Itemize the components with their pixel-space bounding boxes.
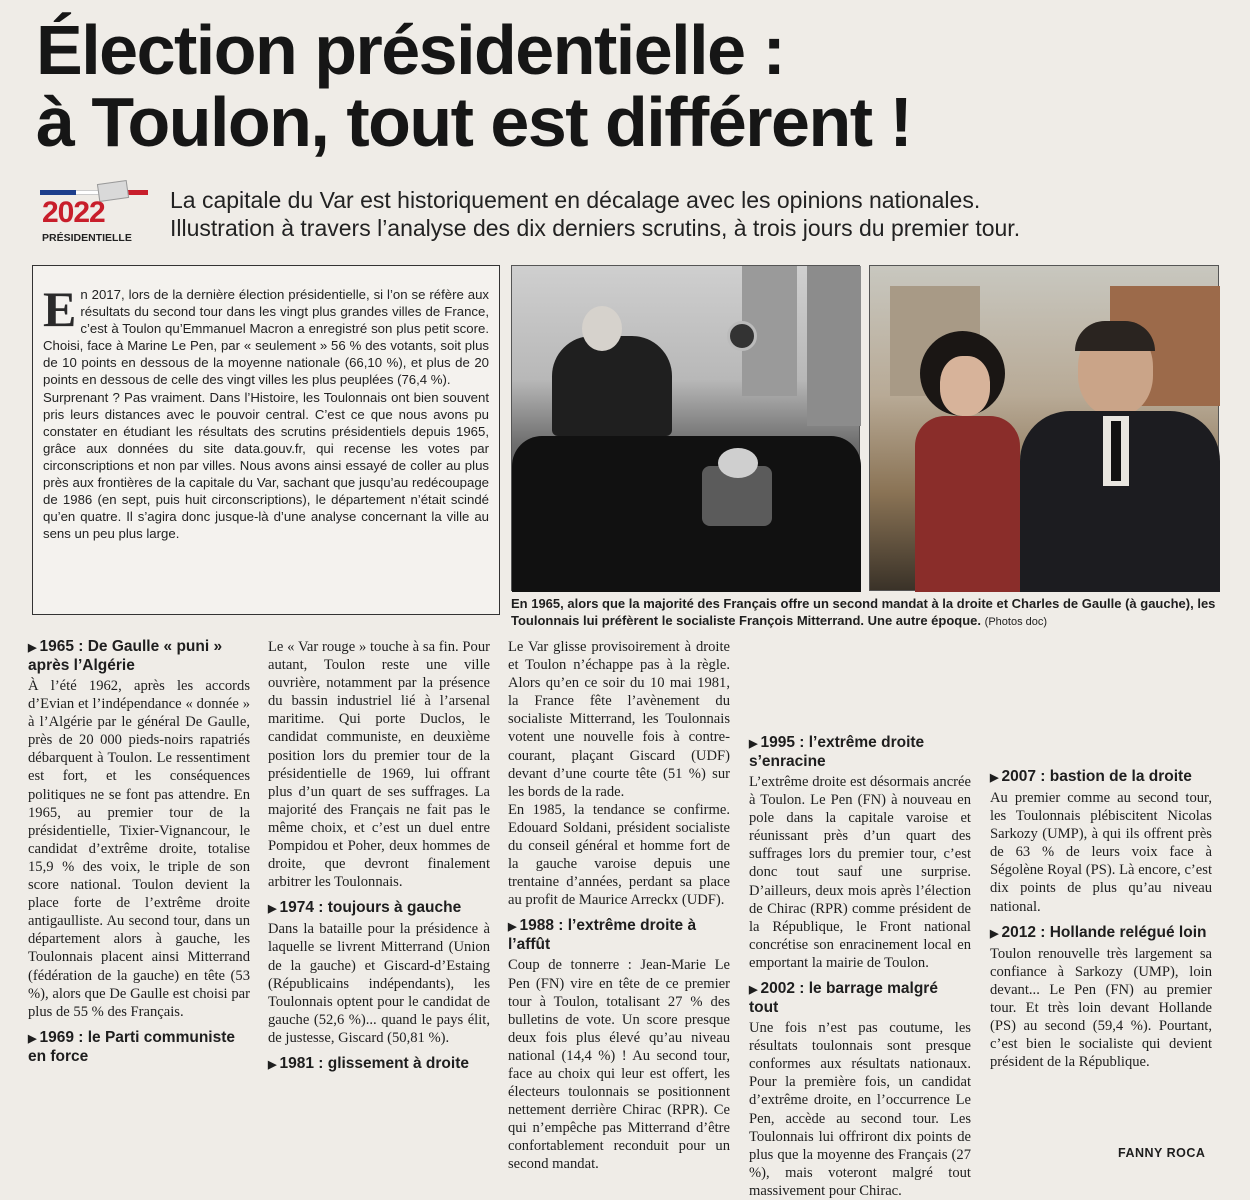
flag-blue-stripe xyxy=(40,190,76,195)
triangle-bullet-icon: ▶ xyxy=(28,1032,37,1045)
election-2022-badge xyxy=(40,190,152,246)
badge-year: 2022 xyxy=(42,196,105,229)
triangle-bullet-icon: ▶ xyxy=(268,1058,277,1071)
de-gaulle-face xyxy=(582,306,622,351)
column-2 xyxy=(268,638,490,1076)
author-signature: FANNY ROCA xyxy=(1118,1146,1206,1160)
section-title-1988 xyxy=(508,917,730,954)
section-text-1965: À l’été 1962, après les accords d’Evian et l’indépendance « donnée » à l’Algérie par le général De Gaulle, près de 20 000 pieds-noirs rapatriés débarquent à Toulon. Le ressentiment est fort, et les conséquences politiques ne se font pas attendre. En 1965, au premier tour de la présidentielle, Tixier-Vignancour, le candidat d’extrême droite, totalise 15,9 % des voix, le triple de son score national. Toulon devient la place forte de l’extrême droite antigaulliste. Au second tour, dans un département alors à gauche, les Toulonnais placent ainsi Mitterrand (fédération de la gauche) en tête (53 %), alors que De Gaulle est choisi par plus de 55 % des Français. xyxy=(28,678,250,1020)
section-title-1995-text: 1995 : l’extrême droite s’enracine xyxy=(749,734,925,770)
section-text-1981-b: En 1985, la tendance se confirme. Edouard Soldani, président socialiste du conseil général et homme fort de la gauche varoise depuis une trentaine d’années, perdant sa place au profit de Maurice Arreckx (UDF). xyxy=(508,801,730,909)
driver-face xyxy=(718,448,758,478)
headline-line-1: Élection présidentielle : xyxy=(36,11,785,89)
section-text-2007: Au premier comme au second tour, les Toulonnais plébiscitent Nicolas Sarkozy (UMP), à qui ils offrent près de 63 % de leurs voix face à Ségolène Royal (PS). Là encore, c’est dix points de plus qu’au niveau national. xyxy=(990,790,1212,915)
section-title-2012-text: 2012 : Hollande relégué loin xyxy=(1001,923,1207,941)
intro-paragraph-2: Surprenant ? Pas vraiment. Dans l’Histoire, les Toulonnais ont bien souvent pris leurs distances avec le pouvoir central. C’est ce que nous avons pu constater en étudiant les résultats des scrutins présidentiels depuis 1965, grâce aux données du site data.gouv.fr, qui recense les votes par circonscriptions et non par villes. Nous avons ainsi essayé de coller au plus près aux frontières de la capitale du Var, sachant que jusqu’au redécoupage de 1986 (en sept, puis huit circonscriptions), le département n’était scindé qu’en quatre. Il s’agira donc jusque-là d’une analyse concernant la ville au sens un peu plus large. xyxy=(43,389,489,542)
section-text-1981: Le Var glisse provisoirement à droite et Toulon n’échappe pas à la règle. Alors qu’en ce soir du 10 mai 1981, la France fête l’avènement du socialiste Mitterrand, les Toulonnais votent une nouvelle fois à contre-courant, plaçant Giscard (UDF) devant d’une courte tête (51 %) sur les bords de la rade. xyxy=(508,639,730,800)
subtitle xyxy=(170,186,1240,242)
badge-label: PRÉSIDENTIELLE xyxy=(42,232,132,244)
section-title-2002 xyxy=(749,980,971,1017)
woman-face xyxy=(940,356,990,416)
section-title-2012 xyxy=(990,924,1212,943)
de-gaulle-figure xyxy=(552,336,672,436)
section-title-1974-text: 1974 : toujours à gauche xyxy=(279,899,462,917)
section-text-1974: Dans la bataille pour la présidence à laquelle se livrent Mitterrand (Union de la gauche) et Giscard-d’Estaing (Républicains indépendants), les Toulonnais optent pour le candidat de gauche (52,6 %)... quand le pays élit, de justesse, Giscard (50,81 %). xyxy=(268,921,490,1046)
triangle-bullet-icon: ▶ xyxy=(990,772,999,784)
triangle-bullet-icon: ▶ xyxy=(268,903,277,916)
section-title-1969 xyxy=(28,1029,250,1066)
triangle-bullet-icon: ▶ xyxy=(990,927,999,940)
section-text-1995: L’extrême droite est désormais ancrée à Toulon. Le Pen (FN) à nouveau en pole dans la capitale varoise et réunissant près d’un quart des suffrages lors du premier tour, c’est donc tout sauf une surprise. D’ailleurs, deux mois après l’élection de Chirac (RPR) comme président de la République, le Front national concrétise son enracinement local en emportant la mairie de Toulon. xyxy=(749,774,971,971)
section-title-2002-text: 2002 : le barrage malgré tout xyxy=(749,980,938,1017)
section-title-1974 xyxy=(268,899,490,918)
headline-line-2: à Toulon, tout est différent ! xyxy=(36,83,912,161)
section-text-1988: Coup de tonnerre : Jean-Marie Le Pen (FN) vire en tête de ce premier tour à Toulon, totalisant 27 % des bulletins de vote. Un score presque deux fois plus élevé qu’au niveau national (14,4 %) ! Au second tour, face au choix qui leur est offert, les électeurs toulonnais se positionnent nettement derrière Chirac (RPR). Ce qui n’empêche pas Mitterrand d’être confortablement reconduit pour un second mandat. xyxy=(508,957,730,1173)
section-text-2002: Une fois n’est pas coutume, les résultats toulonnais sont presque conformes aux résultats nationaux. Pour la première fois, un candidat d’extrême droite, en l’occurrence Le Pen, accède au second tour. Les Toulonnais lui offriront dix points de plus que la moyenne des Français (27 %), mais voteront malgré tout massivement pour Chirac. xyxy=(749,1020,971,1199)
photo-credit: (Photos doc) xyxy=(984,616,1048,628)
triangle-bullet-icon: ▶ xyxy=(749,738,758,750)
triangle-bullet-icon: ▶ xyxy=(749,984,758,997)
section-title-1988-text: 1988 : l’extrême droite à l’affût xyxy=(508,917,697,954)
photo-mitterrand xyxy=(869,265,1219,591)
section-title-1995 xyxy=(749,734,971,771)
photo-caption xyxy=(511,595,1223,631)
section-title-1981 xyxy=(268,1055,490,1074)
column-4 xyxy=(749,638,971,1199)
intro-dropcap: E xyxy=(43,281,77,337)
section-text-1969: Le « Var rouge » touche à sa fin. Pour autant, Toulon reste une ville ouvrière, notamment par la présence du bassin industriel lié à l’arsenal maritime. Qui porte Duclos, le candidat communiste, en deuxième position lors du premier tour de la présidentielle de 1969, lui offrant plus d’un quart de ses suffrages. La majorité des Français ne fait pas le même choix, et c’est un duel entre Pompidou et Poher, deux hommes de droite, que devront finalement arbitrer les Toulonnais. xyxy=(268,639,490,891)
building-wall xyxy=(807,266,861,426)
section-title-1965-text: 1965 : De Gaulle « puni » après l’Algérie xyxy=(28,638,223,674)
car xyxy=(512,436,861,592)
caption-text: En 1965, alors que la majorité des Français offre un second mandat à la droite et Charles de Gaulle (à gauche), les Toulonnais lui préfèrent le socialiste François Mitterrand. Une autre époque. xyxy=(511,596,1216,628)
triangle-bullet-icon: ▶ xyxy=(28,642,37,654)
column-1 xyxy=(28,638,250,1068)
intro-box xyxy=(32,265,500,615)
woman-coat xyxy=(915,416,1020,592)
triangle-bullet-icon: ▶ xyxy=(508,921,517,934)
headline xyxy=(36,11,1236,161)
section-title-1969-text: 1969 : le Parti communiste en force xyxy=(28,1028,236,1065)
section-title-1965 xyxy=(28,638,250,675)
photo-de-gaulle xyxy=(511,265,860,591)
section-text-2012: Toulon renouvelle très largement sa confiance à Sarkozy (UMP), loin devant... Le Pen (FN) au premier tour. Et très loin devant Hollande (PS) au second (59,4 %). Pourtant, c’est bien le socialiste qui devient président de la République. xyxy=(990,945,1212,1071)
emblem-icon xyxy=(727,321,757,351)
section-title-1981-text: 1981 : glissement à droite xyxy=(279,1054,469,1072)
subtitle-line-2: Illustration à travers l’analyse des dix derniers scrutins, à trois jours du premier tour. xyxy=(170,215,1021,241)
intro-paragraph-1: n 2017, lors de la dernière élection présidentielle, si l’on se réfère aux résultats du second tour dans les vingt plus grandes villes de France, c’est à Toulon qu’Emmanuel Macron a enregistré son plus petit score. Choisi, face à Marine Le Pen, par « seulement » 56 % des votants, soit plus de 10 points en dessous de la moyenne nationale (66,10 %), et plus de 20 points en dessous de celle des vingt villes les plus peuplées (76,4 %). xyxy=(43,287,489,388)
section-title-2007-text: 2007 : bastion de la droite xyxy=(1001,768,1192,785)
column-3 xyxy=(508,638,730,1173)
tie xyxy=(1111,421,1121,481)
column-5 xyxy=(990,638,1212,1071)
section-title-2007 xyxy=(990,768,1212,787)
subtitle-line-1: La capitale du Var est historiquement en décalage avec les opinions nationales. xyxy=(170,187,981,213)
